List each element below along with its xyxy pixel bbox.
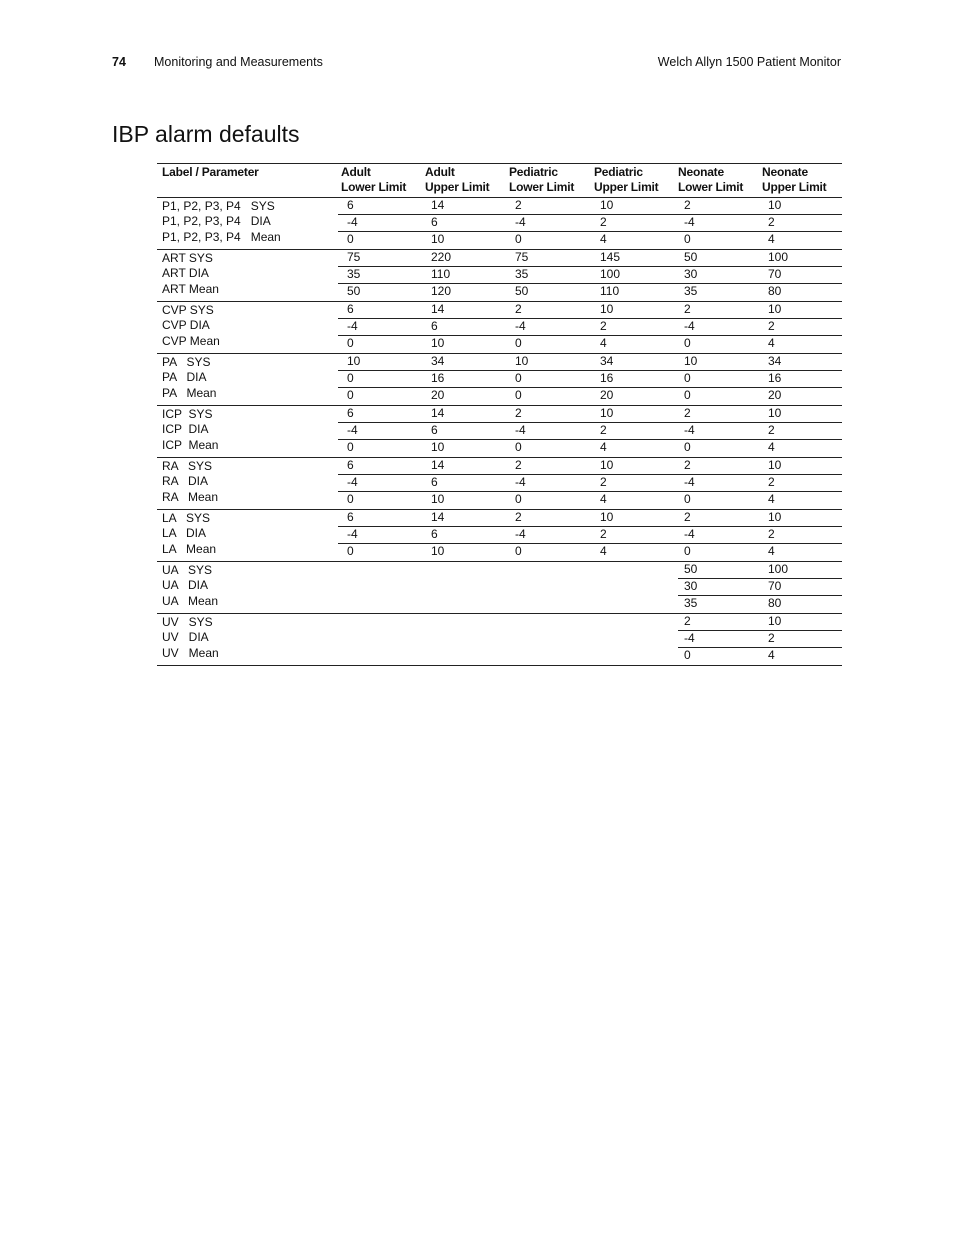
table-cell: -4 bbox=[347, 423, 358, 437]
table-cell: 4 bbox=[600, 492, 607, 506]
table-cell: 2 bbox=[768, 319, 775, 333]
parameter-label: UV Mean bbox=[162, 646, 219, 660]
parameter-label: PA DIA bbox=[162, 370, 207, 384]
table-cell: 4 bbox=[600, 336, 607, 350]
table-cell: 0 bbox=[347, 544, 354, 558]
table-row bbox=[338, 354, 842, 371]
table-cell: 4 bbox=[768, 232, 775, 246]
table-row bbox=[678, 579, 842, 596]
table-cell: 75 bbox=[515, 250, 529, 264]
table-cell: 2 bbox=[600, 319, 607, 333]
parameter-label: ART SYS bbox=[162, 251, 213, 265]
table-row bbox=[338, 319, 842, 336]
column-header-4 bbox=[594, 165, 658, 195]
table-row bbox=[338, 527, 842, 544]
table-cell: 4 bbox=[768, 336, 775, 350]
table-cell: 0 bbox=[347, 336, 354, 350]
table-cell: -4 bbox=[347, 215, 358, 229]
table-row bbox=[338, 250, 842, 267]
table-cell: 0 bbox=[684, 544, 691, 558]
table-row bbox=[338, 544, 842, 560]
table-row bbox=[338, 388, 842, 404]
table-cell: 4 bbox=[600, 232, 607, 246]
table-cell: 2 bbox=[684, 302, 691, 316]
table-cell: 34 bbox=[431, 354, 445, 368]
table-cell: 16 bbox=[768, 371, 782, 385]
table-row bbox=[338, 423, 842, 440]
column-header-line1: Pediatric bbox=[594, 165, 643, 179]
table-row bbox=[338, 284, 842, 300]
table-cell: 0 bbox=[684, 388, 691, 402]
table-cell: 10 bbox=[768, 198, 782, 212]
column-header-line2: Lower Limit bbox=[509, 180, 575, 194]
parameter-group bbox=[157, 562, 842, 614]
table-cell: 2 bbox=[684, 614, 691, 628]
table-cell: 70 bbox=[768, 267, 782, 281]
table-cell: -4 bbox=[515, 475, 526, 489]
table-cell: 6 bbox=[431, 527, 438, 541]
table-cell: 2 bbox=[515, 406, 522, 420]
document-name: Welch Allyn 1500 Patient Monitor bbox=[657, 55, 841, 69]
table-cell: 4 bbox=[768, 440, 775, 454]
table-cell: -4 bbox=[684, 527, 695, 541]
table-cell: -4 bbox=[684, 215, 695, 229]
table-cell: 30 bbox=[684, 267, 698, 281]
table-cell: 4 bbox=[768, 648, 775, 662]
table-cell: 10 bbox=[431, 336, 445, 350]
table-cell: 10 bbox=[600, 198, 614, 212]
table-cell: 16 bbox=[431, 371, 445, 385]
table-cell: -4 bbox=[515, 319, 526, 333]
table-cell: -4 bbox=[684, 631, 695, 645]
table-cell: 110 bbox=[431, 267, 451, 281]
parameter-label: ICP SYS bbox=[162, 407, 213, 421]
table-row bbox=[678, 648, 842, 664]
table-cell: 10 bbox=[768, 458, 782, 472]
table-cell: 2 bbox=[600, 215, 607, 229]
table-cell: 80 bbox=[768, 284, 782, 298]
table-row bbox=[338, 302, 842, 319]
parameter-group bbox=[157, 198, 842, 250]
table-row bbox=[678, 614, 842, 631]
table-cell: 10 bbox=[600, 302, 614, 316]
parameter-label: PA Mean bbox=[162, 386, 217, 400]
table-cell: 20 bbox=[431, 388, 445, 402]
table-cell: 0 bbox=[347, 440, 354, 454]
parameter-group bbox=[157, 458, 842, 510]
table-cell: 0 bbox=[684, 492, 691, 506]
parameter-label: CVP DIA bbox=[162, 318, 210, 332]
table-cell: -4 bbox=[684, 475, 695, 489]
table-cell: 2 bbox=[684, 458, 691, 472]
table-cell: 4 bbox=[768, 492, 775, 506]
table-cell: 10 bbox=[600, 406, 614, 420]
column-header-line2: Upper Limit bbox=[762, 180, 827, 194]
table-cell: 0 bbox=[347, 388, 354, 402]
table-cell: 2 bbox=[684, 406, 691, 420]
section-name: Monitoring and Measurements bbox=[154, 55, 323, 69]
table-cell: 6 bbox=[431, 215, 438, 229]
table-cell: 0 bbox=[684, 648, 691, 662]
table-row bbox=[678, 596, 842, 612]
table-cell: 75 bbox=[347, 250, 361, 264]
table-cell: 20 bbox=[768, 388, 782, 402]
table-cell: 14 bbox=[431, 198, 445, 212]
table-cell: 10 bbox=[684, 354, 698, 368]
table-cell: 0 bbox=[515, 388, 522, 402]
table-cell: 100 bbox=[768, 562, 789, 576]
table-cell: 220 bbox=[431, 250, 452, 264]
column-header-line1: Neonate bbox=[678, 165, 724, 179]
table-cell: 0 bbox=[515, 440, 522, 454]
parameter-label: ICP DIA bbox=[162, 422, 209, 436]
table-cell: 0 bbox=[515, 544, 522, 558]
table-cell: 10 bbox=[768, 302, 782, 316]
table-row bbox=[338, 371, 842, 388]
table-cell: 2 bbox=[600, 423, 607, 437]
table-cell: 10 bbox=[347, 354, 361, 368]
parameter-label: P1, P2, P3, P4 SYS bbox=[162, 199, 275, 213]
table-cell: 2 bbox=[515, 302, 522, 316]
table-row bbox=[338, 267, 842, 284]
table-cell: 2 bbox=[515, 458, 522, 472]
table-cell: 0 bbox=[515, 492, 522, 506]
table-cell: 2 bbox=[768, 527, 775, 541]
table-cell: 4 bbox=[600, 544, 607, 558]
parameter-label: P1, P2, P3, P4 DIA bbox=[162, 214, 271, 228]
parameter-label: PA SYS bbox=[162, 355, 211, 369]
parameter-label: UV SYS bbox=[162, 615, 213, 629]
table-row bbox=[338, 215, 842, 232]
table-cell: 6 bbox=[431, 319, 438, 333]
ibp-alarm-defaults-table bbox=[157, 163, 842, 666]
table-cell: 2 bbox=[515, 198, 522, 212]
table-cell: 10 bbox=[768, 406, 782, 420]
table-cell: 50 bbox=[684, 562, 698, 576]
table-cell: 16 bbox=[600, 371, 614, 385]
table-cell: 0 bbox=[347, 492, 354, 506]
table-cell: 10 bbox=[768, 510, 782, 524]
table-cell: 6 bbox=[347, 510, 354, 524]
column-header-line1: Adult bbox=[341, 165, 371, 179]
table-row bbox=[678, 631, 842, 648]
column-header-line1: Adult bbox=[425, 165, 455, 179]
table-cell: 35 bbox=[347, 267, 361, 281]
parameter-label: ART DIA bbox=[162, 266, 209, 280]
table-cell: 14 bbox=[431, 510, 445, 524]
table-cell: 10 bbox=[431, 544, 445, 558]
parameter-label: ART Mean bbox=[162, 282, 219, 296]
table-cell: 2 bbox=[600, 475, 607, 489]
parameter-group bbox=[157, 302, 842, 354]
table-row bbox=[338, 510, 842, 527]
table-cell: 35 bbox=[684, 596, 698, 610]
table-cell: 6 bbox=[347, 458, 354, 472]
table-cell: 0 bbox=[347, 232, 354, 246]
table-cell: 14 bbox=[431, 302, 445, 316]
column-header-5 bbox=[678, 165, 743, 195]
parameter-label: RA DIA bbox=[162, 474, 209, 488]
table-cell: 35 bbox=[515, 267, 529, 281]
table-cell: 2 bbox=[768, 631, 775, 645]
table-cell: 30 bbox=[684, 579, 698, 593]
table-cell: 0 bbox=[515, 371, 522, 385]
table-row bbox=[338, 458, 842, 475]
parameter-group bbox=[157, 510, 842, 562]
table-cell: 2 bbox=[768, 215, 775, 229]
table-cell: 2 bbox=[684, 198, 691, 212]
table-row bbox=[678, 562, 842, 579]
column-header-line2: Upper Limit bbox=[594, 180, 659, 194]
table-cell: 145 bbox=[600, 250, 621, 264]
table-row bbox=[338, 440, 842, 456]
table-cell: 10 bbox=[431, 492, 445, 506]
table-cell: 10 bbox=[431, 440, 445, 454]
table-cell: 4 bbox=[600, 440, 607, 454]
table-row bbox=[338, 475, 842, 492]
parameter-label: UA Mean bbox=[162, 594, 219, 608]
page-number: 74 bbox=[112, 55, 126, 69]
table-row bbox=[338, 336, 842, 352]
table-cell: 0 bbox=[684, 232, 691, 246]
table-cell: -4 bbox=[347, 319, 358, 333]
column-header-3 bbox=[509, 165, 574, 195]
column-header-2 bbox=[425, 165, 489, 195]
table-cell: 80 bbox=[768, 596, 782, 610]
table-cell: 2 bbox=[768, 423, 775, 437]
table-cell: 0 bbox=[515, 336, 522, 350]
table-row bbox=[338, 492, 842, 508]
table-cell: 6 bbox=[347, 302, 354, 316]
table-cell: -4 bbox=[515, 423, 526, 437]
parameter-label: RA SYS bbox=[162, 459, 213, 473]
table-cell: 100 bbox=[600, 267, 621, 281]
column-header-line1: Neonate bbox=[762, 165, 808, 179]
column-header-line2: Lower Limit bbox=[341, 180, 407, 194]
parameter-group bbox=[157, 250, 842, 302]
table-header bbox=[157, 163, 842, 198]
page-header bbox=[112, 53, 841, 71]
table-cell: 120 bbox=[431, 284, 452, 298]
table-cell: 6 bbox=[347, 198, 354, 212]
table-cell: 14 bbox=[431, 458, 445, 472]
table-cell: 2 bbox=[515, 510, 522, 524]
table-cell: 0 bbox=[347, 371, 354, 385]
table-cell: 34 bbox=[600, 354, 614, 368]
parameter-label: CVP SYS bbox=[162, 303, 214, 317]
column-header-6 bbox=[762, 165, 826, 195]
column-header-line1: Label / Parameter bbox=[162, 165, 259, 179]
table-row bbox=[338, 198, 842, 215]
table-cell: 100 bbox=[768, 250, 789, 264]
table-cell: 6 bbox=[431, 423, 438, 437]
table-row bbox=[338, 406, 842, 423]
table-cell: 0 bbox=[684, 336, 691, 350]
table-cell: 0 bbox=[684, 371, 691, 385]
parameter-label: RA Mean bbox=[162, 490, 219, 504]
table-cell: 50 bbox=[515, 284, 529, 298]
parameter-label: UV DIA bbox=[162, 630, 209, 644]
table-cell: 10 bbox=[431, 232, 445, 246]
table-cell: 110 bbox=[600, 284, 620, 298]
parameter-group bbox=[157, 614, 842, 666]
table-row bbox=[338, 232, 842, 248]
table-cell: 10 bbox=[515, 354, 529, 368]
column-header-line2: Upper Limit bbox=[425, 180, 490, 194]
table-cell: -4 bbox=[684, 319, 695, 333]
table-cell: 6 bbox=[347, 406, 354, 420]
parameter-label: UA SYS bbox=[162, 563, 213, 577]
table-cell: -4 bbox=[515, 527, 526, 541]
parameter-label: LA SYS bbox=[162, 511, 211, 525]
parameter-label: LA Mean bbox=[162, 542, 217, 556]
table-cell: 0 bbox=[684, 440, 691, 454]
table-cell: 70 bbox=[768, 579, 782, 593]
table-cell: 0 bbox=[515, 232, 522, 246]
table-cell: -4 bbox=[347, 527, 358, 541]
table-body bbox=[157, 198, 842, 666]
column-header-line1: Pediatric bbox=[509, 165, 558, 179]
table-cell: 10 bbox=[600, 510, 614, 524]
table-cell: 50 bbox=[684, 250, 698, 264]
column-header-line2: Lower Limit bbox=[678, 180, 744, 194]
table-cell: 50 bbox=[347, 284, 361, 298]
table-cell: 14 bbox=[431, 406, 445, 420]
table-cell: 2 bbox=[768, 475, 775, 489]
parameter-label: CVP Mean bbox=[162, 334, 220, 348]
parameter-label: P1, P2, P3, P4 Mean bbox=[162, 230, 281, 244]
table-cell: 34 bbox=[768, 354, 782, 368]
page-title: IBP alarm defaults bbox=[112, 121, 300, 147]
table-cell: 2 bbox=[600, 527, 607, 541]
table-cell: 2 bbox=[684, 510, 691, 524]
table-cell: 10 bbox=[600, 458, 614, 472]
table-cell: 6 bbox=[431, 475, 438, 489]
table-cell: 35 bbox=[684, 284, 698, 298]
parameter-group bbox=[157, 354, 842, 406]
parameter-label: ICP Mean bbox=[162, 438, 219, 452]
column-header-0 bbox=[162, 165, 259, 180]
table-cell: -4 bbox=[347, 475, 358, 489]
parameter-label: LA DIA bbox=[162, 526, 207, 540]
table-cell: 20 bbox=[600, 388, 614, 402]
parameter-group bbox=[157, 406, 842, 458]
table-cell: -4 bbox=[515, 215, 526, 229]
column-header-1 bbox=[341, 165, 406, 195]
parameter-label: UA DIA bbox=[162, 578, 209, 592]
table-cell: 10 bbox=[768, 614, 782, 628]
table-cell: 4 bbox=[768, 544, 775, 558]
table-cell: -4 bbox=[684, 423, 695, 437]
